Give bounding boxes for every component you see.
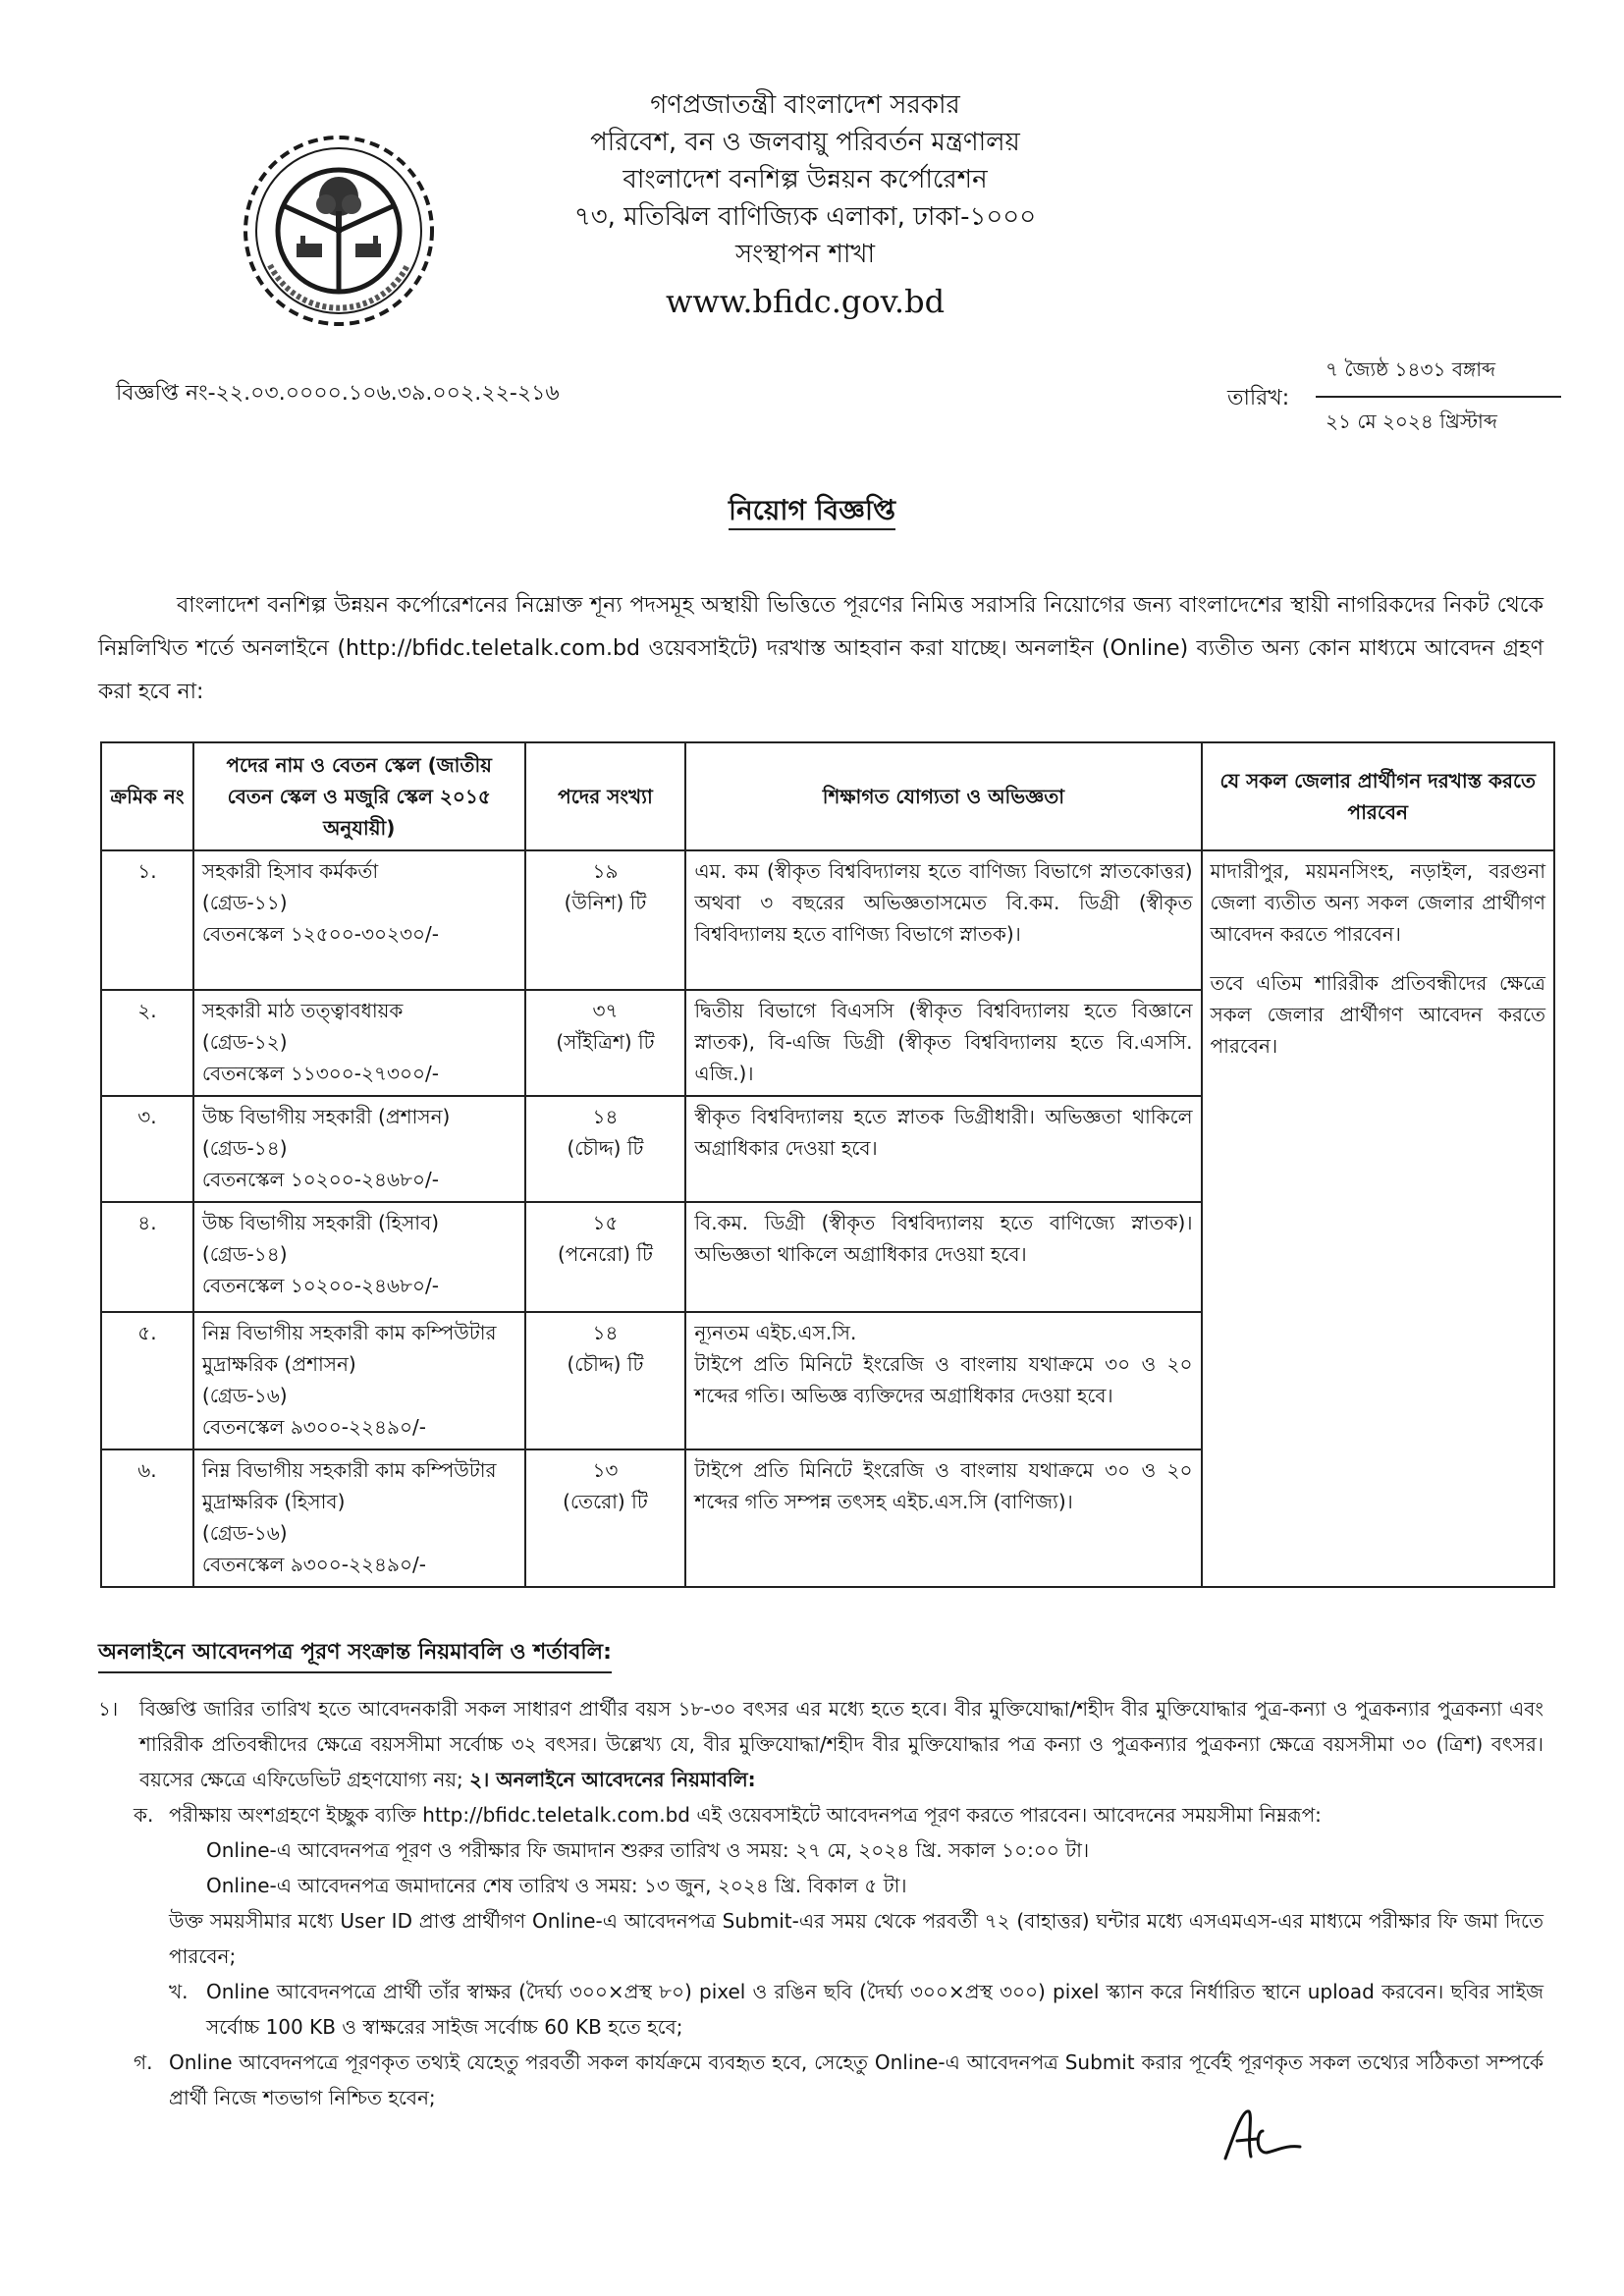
header-ministry: পরিবেশ, বন ও জলবায়ু পরিবর্তন মন্ত্রণালয় xyxy=(590,128,1020,157)
rule-1 xyxy=(98,1691,1543,1797)
row-serial: ৬. xyxy=(101,1449,193,1587)
row-count: ৩৭ (সাঁইত্রিশ) টি xyxy=(525,990,686,1096)
row-serial: ৪. xyxy=(101,1202,193,1312)
header-qualification: শিক্ষাগত যোগ্যতা ও অভিজ্ঞতা xyxy=(685,742,1201,850)
rule-1-number: ১। xyxy=(98,1697,119,1721)
online-start-date: Online-এ আবেদনপত্র পূরণ ও পরীক্ষার ফি জমাদান শুরুর তারিখ ও সময়: ২৭ মে, ২০২৪ খ্রি. সকাল ১০:০০ টা। xyxy=(206,1838,1090,1862)
notice-title: নিয়োগ বিজ্ঞপ্তি xyxy=(729,494,895,530)
memo-number: বিজ্ঞপ্তি নং-২২.০৩.০০০০.১০৬.৩৯.০০২.২২-২১৬ xyxy=(116,381,560,406)
row-serial: ২. xyxy=(101,990,193,1096)
rule-kha xyxy=(98,1974,1543,2045)
rule-kha-text: Online আবেদনপত্রে প্রার্থী তাঁর স্বাক্ষর (দৈর্ঘ্য ৩০০×প্রস্থ ৮০) pixel ও রঙিন ছবি (দৈর্ঘ্য ৩০০×প্রস্থ ৩০০) pixel স্ক্যান করে নির্ধারিত স্থানে upload করবেন। ছবির সাইজ সর্বোচ্চ 100 KB ও স্বাক্ষরের সাইজ সর্বোচ্চ 60 KB হতে হবে; xyxy=(206,1980,1543,2039)
row-qualification: স্বীকৃত বিশ্ববিদ্যালয় হতে স্নাতক ডিগ্রীধারী। অভিজ্ঞতা থাকিলে অগ্রাধিকার দেওয়া হবে। xyxy=(685,1096,1201,1202)
date-bangla: ৭ জ্যৈষ্ঠ ১৪৩১ বঙ্গাব্দ xyxy=(1316,355,1561,398)
row-count: ১৪ (চৌদ্দ) টি xyxy=(525,1312,686,1449)
header-post: পদের নাম ও বেতন স্কেল (জাতীয় বেতন স্কেল ও মজুরি স্কেল ২০১৫ অনুযায়ী) xyxy=(193,742,525,850)
online-end-date: Online-এ আবেদনপত্র জমাদানের শেষ তারিখ ও সময়: ১৩ জুন, ২০২৪ খ্রি. বিকাল ৫ টা। xyxy=(206,1874,907,1897)
rule-ga xyxy=(98,2045,1543,2115)
row-count: ১৪ (চৌদ্দ) টি xyxy=(525,1096,686,1202)
row-qualification: দ্বিতীয় বিভাগে বিএসসি (স্বীকৃত বিশ্ববিদ্যালয় হতে বিজ্ঞানে স্নাতক), বি-এজি ডিগ্রী (স্বীকৃত বিশ্ববিদ্যালয় হতে বি.এসসি. এজি.)। xyxy=(685,990,1201,1096)
date-block xyxy=(1316,355,1561,440)
districts-text-1: মাদারীপুর, ময়মনসিংহ, নড়াইল, বরগুনা জেলা ব্যতীত অন্য সকল জেলার প্রার্থীগণ আবেদন করতে পারবেন। xyxy=(1210,859,1545,946)
rule-ga-text: Online আবেদনপত্রে পূরণকৃত তথ্যই যেহেতু পরবর্তী সকল কার্যক্রমে ব্যবহৃত হবে, সেহেতু Online-এ আবেদনপত্র Submit করার পূর্বেই পূরণকৃত সকল তথ্যের সঠিকতা সম্পর্কে প্রার্থী নিজে শতভাগ নিশ্চিত হবেন; xyxy=(169,2050,1543,2109)
table-header-row xyxy=(101,742,1554,850)
header-count: পদের সংখ্যা xyxy=(525,742,686,850)
header-corporation: বাংলাদেশ বনশিল্প উন্নয়ন কর্পোরেশন xyxy=(623,165,988,194)
rule-ka xyxy=(98,1797,1543,1832)
rules-section xyxy=(98,1691,1543,2115)
row-count: ১৯ (উনিশ) টি xyxy=(525,850,686,990)
posts-table xyxy=(100,741,1555,1588)
rule-ga-number: গ. xyxy=(134,2050,153,2074)
row-serial: ৩. xyxy=(101,1096,193,1202)
rule-ka-number: ক. xyxy=(134,1803,154,1827)
header-districts: যে সকল জেলার প্রার্থীগন দরখাস্ত করতে পারবেন xyxy=(1202,742,1554,850)
row-serial: ১. xyxy=(101,850,193,990)
signature-mark xyxy=(1218,2102,1306,2170)
table-row xyxy=(101,850,1554,990)
row-post: সহকারী হিসাব কর্মকর্তা (গ্রেড-১১) বেতনস্কেল ১২৫০০-৩০২৩০/- xyxy=(193,850,525,990)
row-qualification: বি.কম. ডিগ্রী (স্বীকৃত বিশ্ববিদ্যালয় হতে বাণিজ্যে স্নাতক)। অভিজ্ঞতা থাকিলে অগ্রাধিকার দেওয়া হবে। xyxy=(685,1202,1201,1312)
header-website: www.bfidc.gov.bd xyxy=(665,283,946,320)
row-post: সহকারী মাঠ তত্ত্বাবধায়ক (গ্রেড-১২) বেতনস্কেল ১১৩০০-২৭৩০০/- xyxy=(193,990,525,1096)
row-qualification: টাইপে প্রতি মিনিটে ইংরেজি ও বাংলায় যথাক্রমে ৩০ ও ২০ শব্দের গতি সম্পন্ন তৎসহ এইচ.এস.সি (বাণিজ্য)। xyxy=(685,1449,1201,1587)
row-post: নিম্ন বিভাগীয় সহকারী কাম কম্পিউটার মুদ্রাক্ষরিক (হিসাব) (গ্রেড-১৬) বেতনস্কেল ৯৩০০-২২৪৯০/- xyxy=(193,1449,525,1587)
header-government: গণপ্রজাতন্ত্রী বাংলাদেশ সরকার xyxy=(650,90,960,120)
row-count: ১৫ (পনেরো) টি xyxy=(525,1202,686,1312)
rules-heading: অনলাইনে আবেদনপত্র পূরণ সংক্রান্ত নিয়মাবলি ও শর্তাবলি: xyxy=(98,1635,612,1673)
date-english: ২১ মে ২০২৪ খ্রিস্টাব্দ xyxy=(1326,410,1497,433)
row-post: উচ্চ বিভাগীয় সহকারী (প্রশাসন) (গ্রেড-১৪) বেতনস্কেল ১০২০০-২৪৬৮০/- xyxy=(193,1096,525,1202)
rule-ka-text: পরীক্ষায় অংশগ্রহণে ইচ্ছুক ব্যক্তি http://bfidc.teletalk.com.bd এই ওয়েবসাইটে আবেদনপত্র পূরণ করতে পারবেন। আবেদনের সময়সীমা নিম্নরূপ: xyxy=(169,1803,1322,1827)
header-section: সংস্থাপন শাখা xyxy=(734,240,876,269)
rule-kha-number: খ. xyxy=(169,1980,189,2003)
rule-1-text: বিজ্ঞপ্তি জারির তারিখ হতে আবেদনকারী সকল সাধারণ প্রার্থীর বয়স ১৮-৩০ বৎসর এর মধ্যে হতে হবে। বীর মুক্তিযোদ্ধা/শহীদ বীর মুক্তিযোদ্ধার পুত্র-কন্যা ও পুত্রকন্যার পুত্রকন্যা এবং শারিরীক প্রতিবন্ধীদের ক্ষেত্রে বয়সসীমা সর্বোচ্চ ৩২ বৎসর। উল্লেখ্য যে, বীর মুক্তিযোদ্ধা/শহীদ বীর মুক্তিযোদ্ধার পত্র কন্যা ও পুত্রকন্যার পুত্রকন্যা ক্ষেত্রে বয়সসীমা ৩০ (ত্রিশ) বৎসর। বয়সের ক্ষেত্রে এফিডেভিট গ্রহণযোগ্য নয়; xyxy=(139,1697,1543,1791)
districts-text-2: তবে এতিম শারিরীক প্রতিবন্ধীদের ক্ষেত্রে সকল জেলার প্রার্থীগণ আবেদন করতে পারবেন। xyxy=(1210,971,1545,1058)
row-qualification: এম. কম (স্বীকৃত বিশ্ববিদ্যালয় হতে বাণিজ্য বিভাগে স্নাতকোত্তর) অথবা ৩ বছরের অভিজ্ঞতাসমেত বি.কম. ডিগ্রী (স্বীকৃত বিশ্ববিদ্যালয় হতে বাণিজ্য বিভাগে স্নাতক)। xyxy=(685,850,1201,990)
header-address: ৭৩, মতিঝিল বাণিজ্যিক এলাকা, ঢাকা-১০০০ xyxy=(573,202,1037,232)
notice-title-wrap xyxy=(0,489,1624,535)
date-label: তারিখ: xyxy=(1227,386,1290,410)
row-qualification: ন্যূনতম এইচ.এস.সি. টাইপে প্রতি মিনিটে ইংরেজি ও বাংলায় যথাক্রমে ৩০ ও ২০ শব্দের গতি। অভিজ্ঞ ব্যক্তিদের অগ্রাধিকার দেওয়া হবে। xyxy=(685,1312,1201,1449)
office-header xyxy=(412,86,1198,326)
bfidc-logo xyxy=(236,128,442,334)
fee-payment-text: উক্ত সময়সীমার মধ্যে User ID প্রাপ্ত প্রার্থীগণ Online-এ আবেদনপত্র Submit-এর সময় থেকে পরবর্তী ৭২ (বাহাত্তর) ঘন্টার মধ্যে এসএমএস-এর মাধ্যমে পরীক্ষার ফি জমা দিতে পারবেন; xyxy=(169,1909,1543,1968)
row-serial: ৫. xyxy=(101,1312,193,1449)
row-post: উচ্চ বিভাগীয় সহকারী (হিসাব) (গ্রেড-১৪) বেতনস্কেল ১০২০০-২৪৬৮০/- xyxy=(193,1202,525,1312)
districts-cell xyxy=(1202,850,1554,1587)
rule-2-heading: ২। অনলাইনে আবেদনের নিয়মাবলি: xyxy=(469,1768,756,1791)
row-post: নিম্ন বিভাগীয় সহকারী কাম কম্পিউটার মুদ্রাক্ষরিক (প্রশাসন) (গ্রেড-১৬) বেতনস্কেল ৯৩০০-২২৪৯০/- xyxy=(193,1312,525,1449)
header-serial: ক্রমিক নং xyxy=(101,742,193,850)
intro-paragraph: বাংলাদেশ বনশিল্প উন্নয়ন কর্পোরেশনের নিম্নোক্ত শূন্য পদসমূহ অস্থায়ী ভিত্তিতে পূরণের নিমিত্ত সরাসরি নিয়োগের জন্য বাংলাদেশের স্থায়ী নাগরিকদের নিকট থেকে নিম্নলিখিত শর্তে অনলাইনে (http://bfidc.teletalk.com.bd ওয়েবসাইটে) দরখাস্ত আহবান করা যাচ্ছে। অনলাইন (Online) ব্যতীত অন্য কোন মাধ্যমে আবেদন গ্রহণ করা হবে না: xyxy=(98,593,1543,704)
row-count: ১৩ (তেরো) টি xyxy=(525,1449,686,1587)
